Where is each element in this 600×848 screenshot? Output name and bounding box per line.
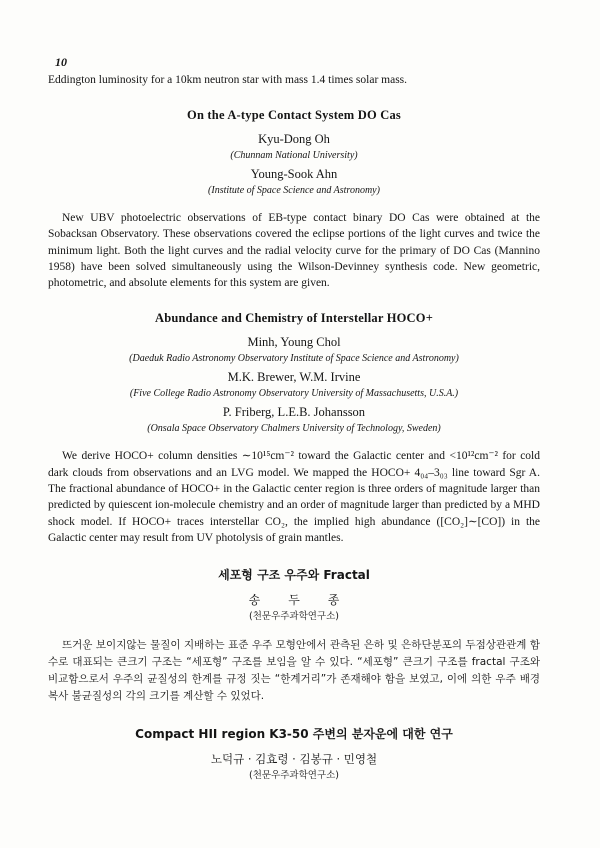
affiliation: (Chunnam National University) xyxy=(230,150,358,161)
affiliation: (천문우주과학연구소) xyxy=(248,770,339,782)
article-title: Compact HII region K3-50 주변의 분자운에 대한 연구 xyxy=(135,727,453,742)
abstract: New UBV photoelectric observations of EB-type contact binary DO Cas were obtained at the Sobacksan Observatory. These observations covered the eclipse portions of the light curves and twice the minimum light. Both the light curves and the radial velocity curve for the primary of DO Cas (Mannino 1958) have been solved simultaneously using the Wilson-Devinney synthesis code. New geometric, photometric, and absolute elements for this system are given. xyxy=(48,212,540,290)
abstract: 뜨거운 보이지않는 물질이 지배하는 표준 우주 모형안에서 관측된 은하 및 은하단분포의 두점상관관계 함수로 대표되는 큰크기 구조는 “세포형” 구조를 보임을 알 수 있다. “세포형” 큰크기 구조를 fractal 구조와 비교함으로서 우주의 균질성의 한계를 규정 짓는 “한계거리”가 존재해야 함을 보였고, 이에 의한 우주 배경 복사 불균질성의 각의 크기를 계산할 수 있었다. xyxy=(48,639,540,703)
abstract: We derive HOCO+ column densities ∼10¹⁵cm⁻² toward the Galactic center and <10¹²cm⁻² for cold dark clouds from observations and an LVG model. We mapped the HOCO+ 4₀₄–3₀₃ line toward Sgr A. The fractional abundance of HOCO+ in the Galactic center region is three orders of magnitude larger than predicted by quiescent ion-molecule chemistry and an order of magnitude larger than predicted by a MHD shock model. If HOCO+ traces interstellar CO₂, the implied high abundance ([CO₂]∼[CO]) in the Galactic center may result from UV photolysis of grain mantles. xyxy=(48,450,540,544)
article-title: Abundance and Chemistry of Interstellar HOCO+ xyxy=(154,311,434,326)
page-number: 10 xyxy=(55,55,67,69)
article-title: 세포형 구조 우주와 Fractal xyxy=(218,568,370,583)
author: Young-Sook Ahn xyxy=(250,167,338,181)
page-content xyxy=(48,50,540,784)
article-title: On the A-type Contact System DO Cas xyxy=(187,108,401,122)
previous-abstract-fragment: Eddington luminosity for a 10km neutron star with mass 1.4 times solar mass. xyxy=(48,74,408,86)
article-k3-50 xyxy=(48,725,540,784)
affiliation: (천문우주과학연구소) xyxy=(248,611,339,623)
affiliation: (Five College Radio Astronomy Observatory University of Massachusetts, U.S.A.) xyxy=(129,388,459,400)
article-fractal xyxy=(48,566,540,705)
affiliation: (Daeduk Radio Astronomy Observatory Institute of Space Science and Astronomy) xyxy=(129,353,459,365)
article-hoco xyxy=(48,311,540,546)
author: Kyu-Dong Oh xyxy=(258,132,330,146)
author: P. Friberg, L.E.B. Johansson xyxy=(222,405,366,420)
author: Minh, Young Chol xyxy=(247,335,341,350)
affiliation: (Onsala Space Observatory Chalmers University of Technology, Sweden) xyxy=(147,423,441,435)
article-do-cas xyxy=(48,108,540,291)
affiliation: (Institute of Space Science and Astronomy) xyxy=(208,185,380,196)
author: 송두종 xyxy=(248,593,368,608)
authors: 노덕규 · 김효령 · 김봉규 · 민영철 xyxy=(210,752,378,767)
author: M.K. Brewer, W.M. Irvine xyxy=(227,370,361,385)
